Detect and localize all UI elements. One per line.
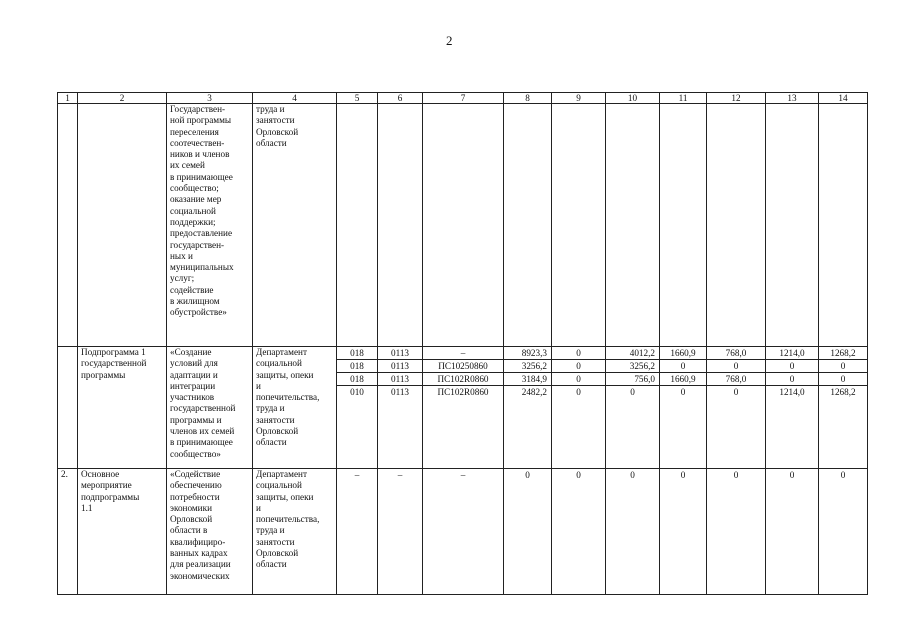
year-cell: [606, 347, 660, 469]
amount-value: 0: [606, 469, 660, 595]
amount-value: 0: [733, 387, 739, 397]
budget-table: [57, 92, 868, 595]
amount-value: 768,0: [707, 347, 765, 360]
amount-value: 0: [552, 373, 605, 386]
executor: Департамент социальной защиты, опеки и попечительства, труда и занятости Орловской области: [253, 469, 337, 595]
column-number: 4: [253, 93, 337, 104]
amount-value: 0: [504, 469, 552, 595]
target-article-cell: [423, 347, 504, 469]
column-number: 14: [819, 93, 868, 104]
section-code: 0113: [390, 387, 410, 397]
column-number: 1: [58, 93, 78, 104]
amount-value: 1268,2: [830, 387, 856, 397]
measure-description: Государствен- ной программы переселения соотечествен- ников и членов их семей в принимающее сообщество; оказание мер социальной поддержки; предоставление государствен- ных и муниципальных услуг; содействие в жилищном обустройстве»: [167, 104, 253, 347]
table-row-main-measure: [58, 469, 868, 595]
amount-value: 1214,0: [766, 347, 818, 360]
amount-value: 0: [766, 360, 818, 373]
column-number: 10: [606, 93, 660, 104]
amount-value: 0: [630, 387, 635, 397]
amount-value: 0: [680, 387, 686, 397]
amount-value: 0: [766, 469, 819, 595]
column-number: 3: [167, 93, 253, 104]
grbs-code: 010: [350, 387, 364, 397]
year-cell: [707, 347, 766, 469]
section-code-cell: [378, 347, 423, 469]
amount-value: 0: [819, 360, 867, 373]
target-article: ПС10250860: [423, 360, 503, 373]
column-number: 6: [378, 93, 423, 104]
target-article: ПС102R0860: [423, 373, 503, 386]
target-article: –: [423, 347, 503, 360]
grbs-code: –: [337, 469, 378, 595]
column-number: 11: [660, 93, 707, 104]
column-number: 7: [423, 93, 504, 104]
amount-value: 0: [552, 469, 606, 595]
executor: труда и занятости Орловской области: [253, 104, 337, 347]
column-number: 13: [766, 93, 819, 104]
grbs-code: 018: [337, 347, 377, 360]
section-code: 0113: [378, 347, 422, 360]
page-number: 2: [446, 33, 453, 48]
amount-value: 768,0: [707, 373, 765, 386]
column-number: 9: [552, 93, 606, 104]
amount-value: 8923,3: [504, 347, 551, 360]
column-number-row: [58, 93, 868, 104]
executor: Департамент социальной защиты, опеки и попечительства, труда и занятости Орловской области: [253, 347, 337, 469]
grbs-code: 018: [337, 373, 377, 386]
amount-value: 0: [552, 360, 605, 373]
amount-value: 4012,2: [606, 347, 659, 360]
amount-value: 1214,0: [779, 387, 805, 397]
year-cell: [766, 347, 819, 469]
amount-value: 1268,2: [819, 347, 867, 360]
target-article: ПС102R0860: [437, 387, 489, 397]
amount-value: 0: [819, 469, 868, 595]
row-index: 2.: [58, 469, 78, 595]
target-article: –: [423, 469, 504, 595]
table-row-continuation: [58, 104, 868, 347]
section-code: 0113: [378, 360, 422, 373]
amount-value: 0: [707, 360, 765, 373]
section-code: 0113: [378, 373, 422, 386]
amount-value: 3256,2: [504, 360, 551, 373]
amount-value: 1660,9: [660, 347, 706, 360]
amount-value: 0: [660, 469, 707, 595]
column-number: 8: [504, 93, 552, 104]
amount-value: 3256,2: [606, 360, 659, 373]
section-code: –: [378, 469, 423, 595]
column-number: 5: [337, 93, 378, 104]
column-number: 12: [707, 93, 766, 104]
amount-value: 756,0: [606, 373, 659, 386]
amount-value: 0: [660, 360, 706, 373]
year-cell: [819, 347, 868, 469]
amount-value: 0: [766, 373, 818, 386]
grbs-code: 018: [337, 360, 377, 373]
year-cell: [552, 347, 606, 469]
amount-value: 0: [707, 469, 766, 595]
amount-value: 2482,2: [521, 387, 547, 397]
table-row-subprogram-1: [58, 347, 868, 469]
total-cell: [504, 347, 552, 469]
amount-value: 0: [552, 347, 605, 360]
program-status: Подпрограмма 1 государственной программы: [78, 347, 167, 469]
grbs-code-cell: [337, 347, 378, 469]
year-cell: [660, 347, 707, 469]
amount-value: 0: [576, 387, 581, 397]
measure-description: «Создание условий для адаптации и интеграции участников государственной программы и членов их семей в принимающее сообщество»: [167, 347, 253, 469]
amount-value: 1660,9: [660, 373, 706, 386]
amount-value: 0: [819, 373, 867, 386]
program-status: Основное мероприятие подпрограммы 1.1: [78, 469, 167, 595]
measure-description: «Содействие обеспечению потребности экономики Орловской области в квалифициро- ванных кадрах для реализации экономических: [167, 469, 253, 595]
amount-value: 3184,9: [504, 373, 551, 386]
column-number: 2: [78, 93, 167, 104]
